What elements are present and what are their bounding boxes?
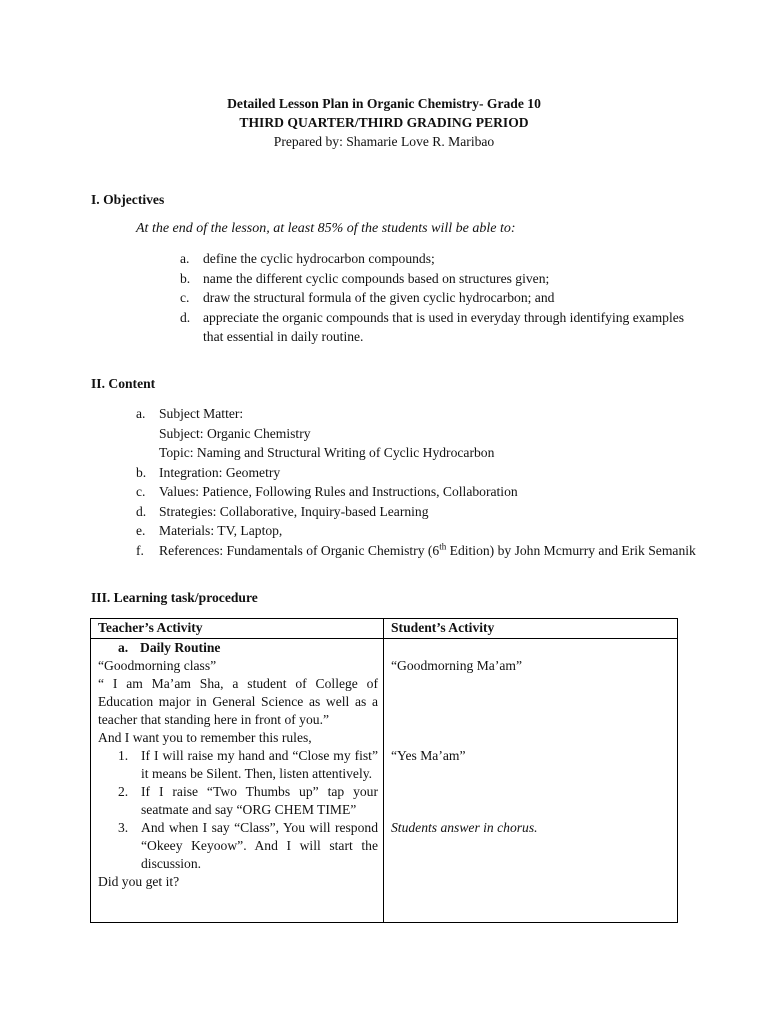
teacher-line: “Goodmorning class” — [98, 658, 217, 673]
list-marker: b. — [180, 270, 191, 286]
activity-table — [90, 618, 678, 923]
list-item-text: Strategies: Collaborative, Inquiry-based Learning — [159, 503, 429, 519]
prepared-by: Prepared by: Shamarie Love R. Maribao — [273, 134, 495, 149]
references-text-end: Edition) by John Mcmurry and Erik Semanik — [446, 542, 696, 558]
list-item — [180, 308, 690, 347]
rule-item — [98, 783, 378, 819]
rule-text: If I raise “Two Thumbs up” tap your seatmate and say “ORG CHEM TIME” — [141, 784, 378, 817]
document-title: Detailed Lesson Plan in Organic Chemistry- Grade 10 — [227, 96, 541, 111]
list-marker: c. — [180, 290, 190, 305]
list-item — [136, 424, 696, 444]
student-response: Students answer in chorus. — [391, 820, 538, 835]
grading-period: THIRD QUARTER/THIRD GRADING PERIOD — [239, 115, 529, 130]
list-item — [136, 443, 696, 463]
rule-number: 2. — [118, 784, 129, 799]
content-list — [136, 404, 696, 560]
list-item — [180, 288, 690, 308]
list-item — [136, 404, 696, 424]
ordinal-suffix: th — [439, 540, 447, 551]
rule-item — [98, 747, 378, 783]
list-item-text: Topic: Naming and Structural Writing of Cyclic Hydrocarbon — [159, 445, 495, 460]
list-item-text: Values: Patience, Following Rules and Instructions, Collaboration — [159, 484, 518, 499]
list-item-text: name the different cyclic compounds based on structures given; — [203, 270, 550, 286]
teacher-activity-cell — [98, 639, 378, 891]
content-heading: II. Content — [91, 376, 156, 391]
procedure-heading: III. Learning task/procedure — [91, 590, 258, 605]
column-divider — [383, 619, 384, 922]
list-item — [180, 249, 690, 269]
list-item-text: Subject Matter: — [159, 406, 244, 421]
list-marker: f. — [136, 542, 144, 558]
list-item-text: Subject: Organic Chemistry — [159, 425, 311, 441]
references-item — [136, 541, 696, 561]
rule-item — [98, 819, 378, 873]
daily-routine-heading — [98, 639, 378, 657]
student-response: “Yes Ma’am” — [391, 748, 466, 763]
list-item — [136, 482, 696, 502]
references-text-start: References: Fundamentals of Organic Chemistry (6 — [159, 542, 440, 558]
rule-text: And when I say “Class”, You will respond “Okeey Keyoow”. And I will start the discussion. — [141, 820, 378, 871]
teacher-line: Did you get it? — [98, 874, 180, 889]
objectives-heading: I. Objectives — [91, 192, 165, 207]
list-item-text: draw the structural formula of the given cyclic hydrocarbon; and — [203, 290, 555, 305]
daily-routine-title: Daily Routine — [140, 640, 221, 655]
list-marker: a. — [118, 640, 129, 655]
list-item — [136, 502, 696, 522]
rule-text: If I will raise my hand and “Close my fist” it means be Silent. Then, listen attentively. — [141, 748, 378, 781]
student-response: “Goodmorning Ma’am” — [391, 658, 522, 673]
student-column-header: Student’s Activity — [391, 620, 495, 635]
list-item — [136, 521, 696, 541]
list-marker: b. — [136, 464, 147, 480]
list-marker: d. — [180, 309, 191, 325]
list-item-text: define the cyclic hydrocarbon compounds; — [203, 251, 435, 266]
list-item-text: Materials: TV, Laptop, — [159, 523, 283, 538]
student-activity-cell — [391, 639, 671, 837]
rule-number: 3. — [118, 820, 129, 835]
list-item — [180, 269, 690, 289]
list-marker: d. — [136, 503, 147, 519]
list-marker: a. — [180, 251, 190, 266]
teacher-line: “ I am Ma’am Sha, a student of College of Education major in General Science as well as a teacher that standing here in front of you.” — [98, 676, 378, 727]
rule-number: 1. — [118, 748, 129, 763]
list-marker: c. — [136, 484, 146, 499]
objectives-list — [180, 249, 690, 347]
teacher-line: And I want you to remember this rules, — [98, 730, 312, 745]
objectives-intro: At the end of the lesson, at least 85% of the students will be able to: — [136, 221, 516, 236]
list-item — [136, 463, 696, 483]
list-item-text: appreciate the organic compounds that is used in everyday through identifying examples that essential in daily routine. — [203, 309, 685, 344]
teacher-column-header: Teacher’s Activity — [98, 620, 203, 635]
list-item-text: Integration: Geometry — [159, 464, 281, 480]
list-marker: a. — [136, 406, 146, 421]
list-marker: e. — [136, 523, 146, 538]
